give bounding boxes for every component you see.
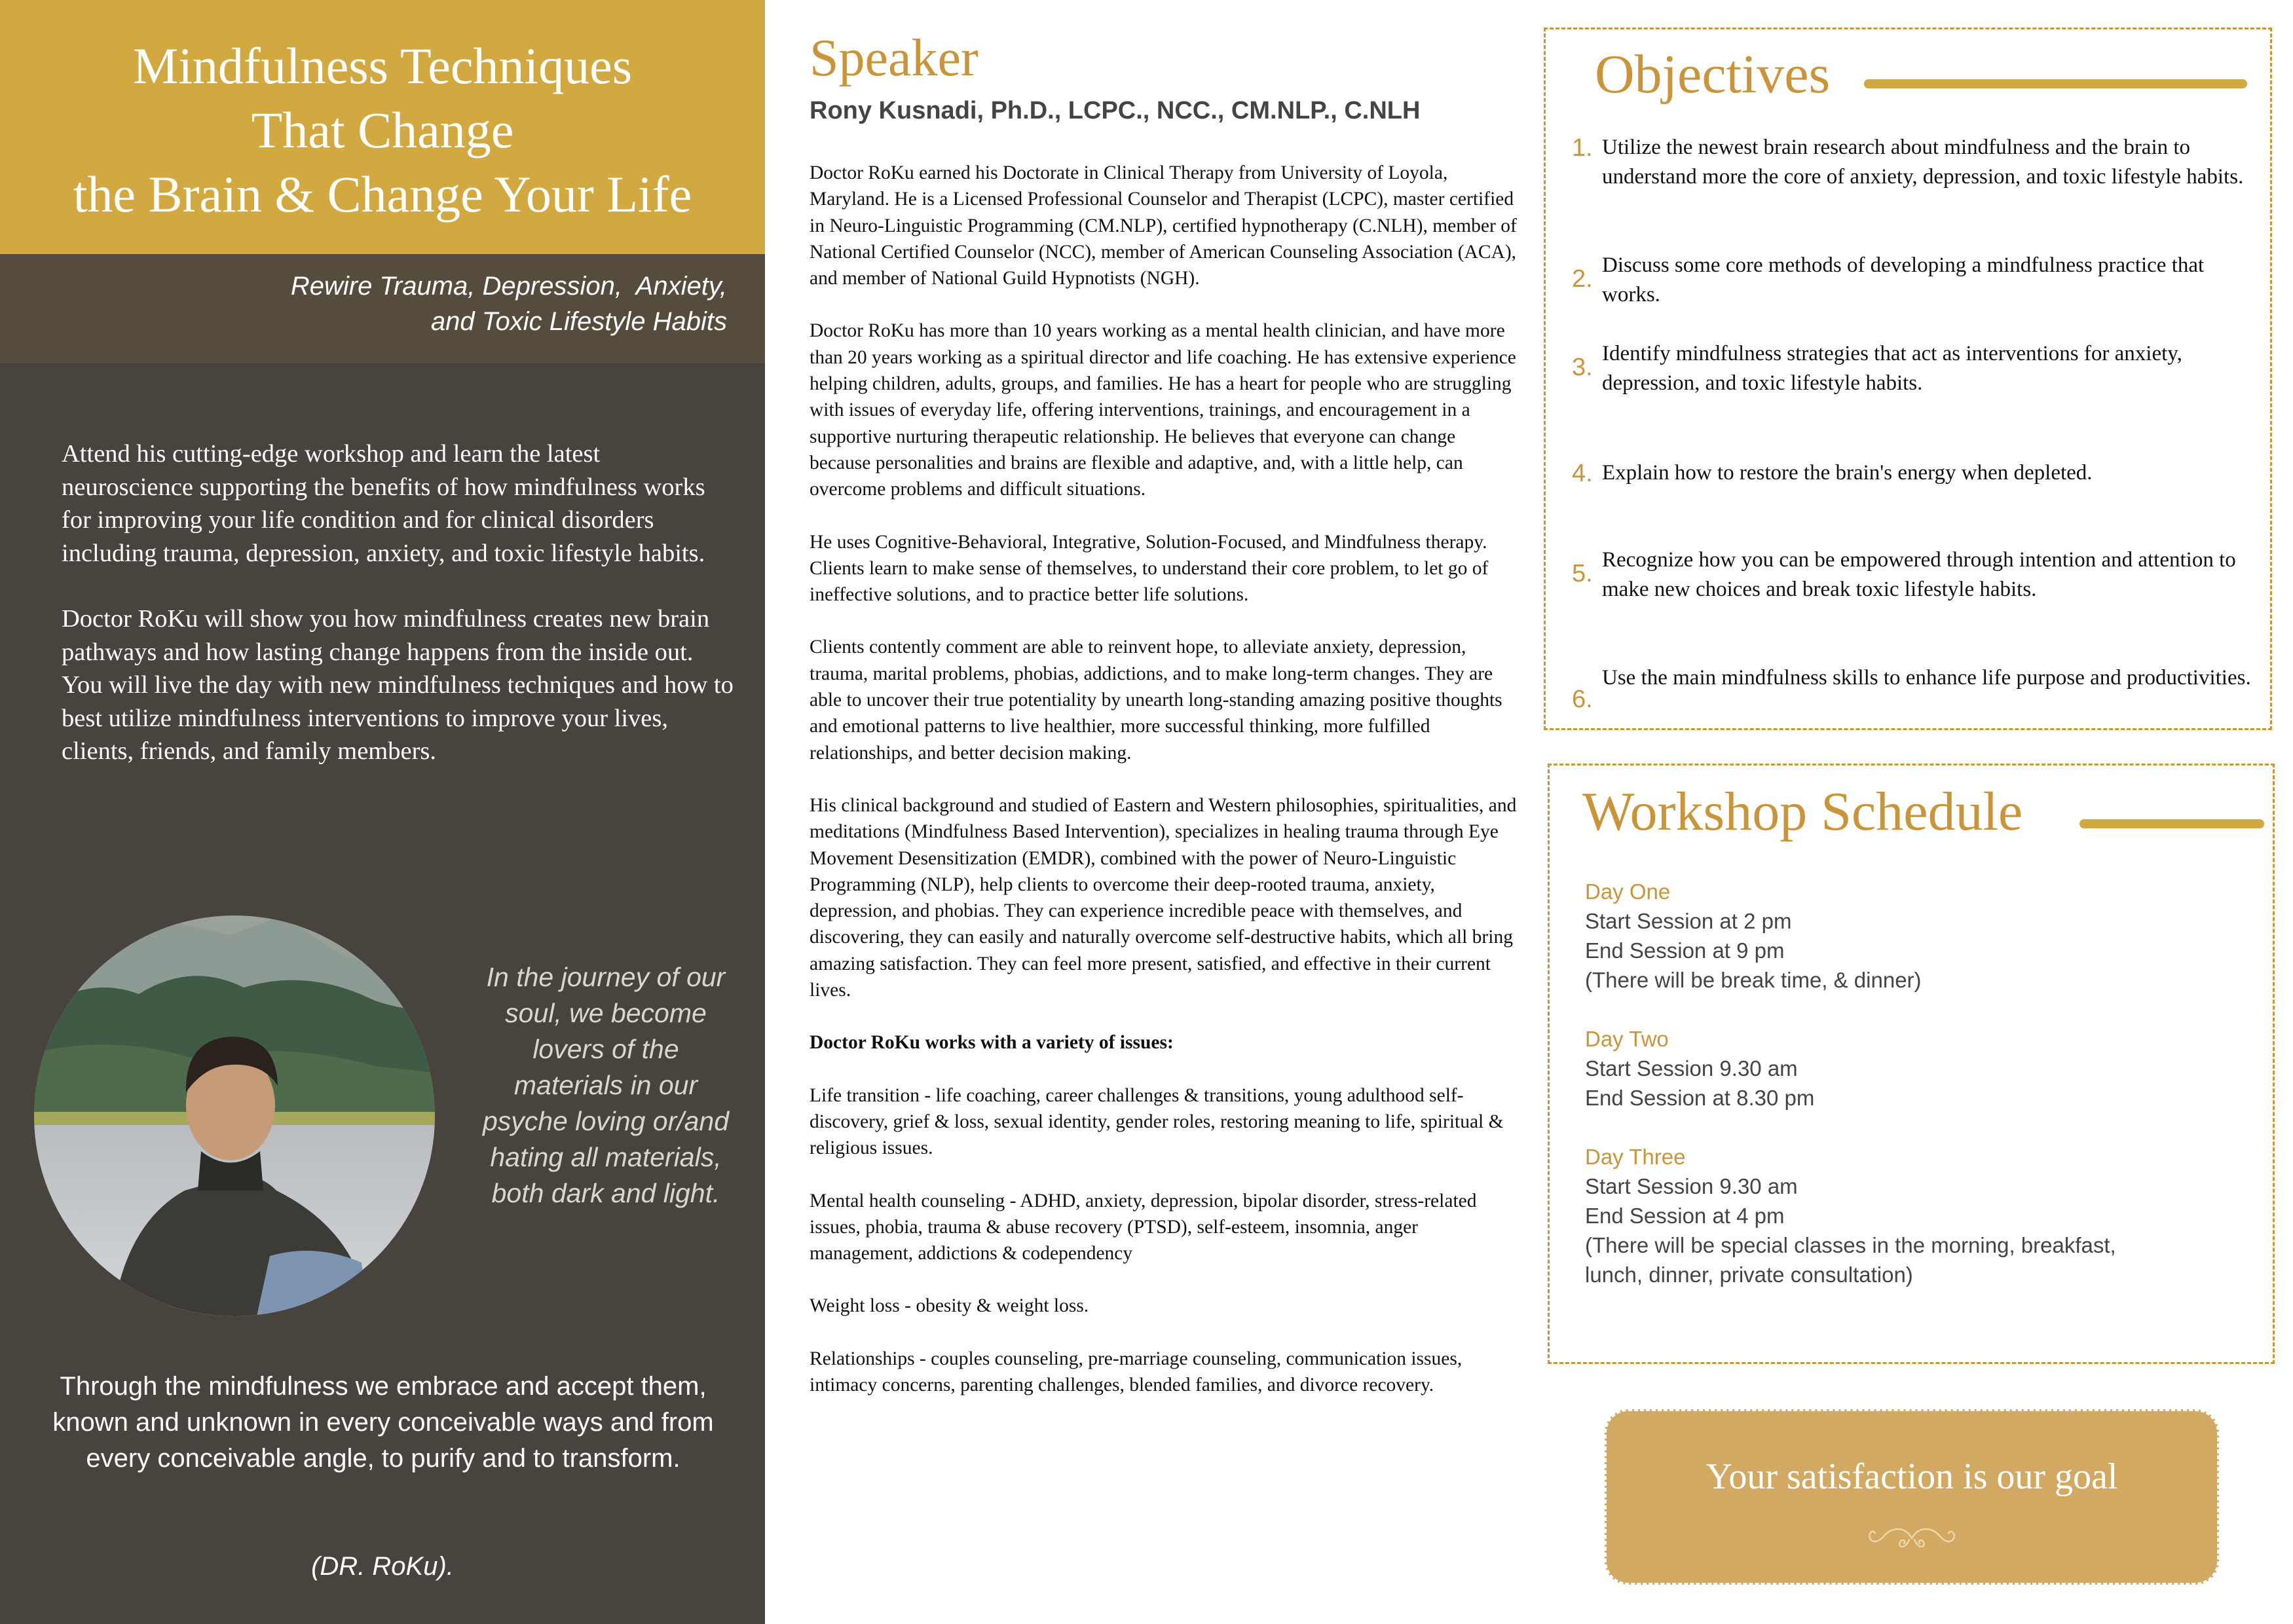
objective-text: Discuss some core methods of developing a mindfulness practice that works. — [1602, 253, 2205, 306]
session-line: Start Session at 2 pm — [1585, 909, 1792, 933]
schedule-day — [1585, 1142, 2174, 1289]
speaker-photo — [34, 915, 435, 1316]
objective-number: 4. — [1572, 460, 1593, 487]
day-label: Day Two — [1585, 1027, 1669, 1051]
bio-paragraph: Doctor RoKu has more than 10 years working as a mental health clinician, and have more than 20 years working as a spiritual director and life coaching. He has extensive experience helping children, adults, groups, and families. He has a heart for people who are struggling with issues of everyday life, offering interventions, trainings, and encouragement in a supportive nurturing therapeutic relationship. He believes that everyone can change because personalities and brains are flexible and adaptive, and, with a little help, can overcome problems and difficult situations. — [810, 320, 1516, 500]
objective-text: Recognize how you can be empowered through intention and attention to make new choices and break toxic lifestyle habits. — [1602, 548, 2236, 601]
bio-paragraph: Doctor RoKu earned his Doctorate in Clinical Therapy from University of Loyola, Maryland. He is a Licensed Professional Counselor and Therapist (LCPC), master certified in Neuro-Linguistic Programming (CM.NLP), certified hypnotherapy (C.NLH), member of National Certified Counselor (NCC), member of American Counseling Association (ACA), and member of National Guild Hypnotists (NGH). — [810, 162, 1517, 289]
quote-author: (DR. RoKu). — [311, 1552, 454, 1581]
objectives-box — [1544, 28, 2272, 730]
heading-rule — [1864, 79, 2247, 88]
objective-text: Explain how to restore the brain's energy when depleted. — [1602, 461, 2093, 485]
satisfaction-text: Your satisfaction is our goal — [1706, 1456, 2118, 1497]
bio-paragraph: He uses Cognitive-Behavioral, Integrative, Solution-Focused, and Mindfulness therapy. Clients learn to make sense of themselves, to understand their core problem, to let go of ineffective solutions, and to practice better life solutions. — [810, 531, 1489, 606]
satisfaction-banner — [1605, 1409, 2219, 1585]
session-line: Start Session 9.30 am — [1585, 1056, 1798, 1080]
issue-item: Relationships - couples counseling, pre-marriage counseling, communication issues, intimacy concerns, parenting challenges, blended families, and divorce recovery. — [810, 1348, 1463, 1395]
schedule-day — [1585, 1024, 2240, 1113]
session-line: Start Session 9.30 am — [1585, 1174, 1798, 1198]
heading-rule — [2079, 819, 2264, 828]
schedule-box — [1548, 764, 2275, 1364]
intro-text — [62, 437, 736, 801]
objective-text: Use the main mindfulness skills to enhance life purpose and productivities. — [1602, 666, 2251, 690]
objective-text: Utilize the newest brain research about mindfulness and the brain to understand more the core of anxiety, depression, and toxic lifestyle habits. — [1602, 136, 2244, 189]
speaker-section — [810, 0, 1517, 1624]
objective-number: 1. — [1572, 134, 1593, 162]
intro-paragraph: Attend his cutting-edge workshop and learn the latest neuroscience supporting the benefits of how mindfulness works for improving your life condition and for clinical disorders including trauma, depression, anxiety, and toxic lifestyle habits. — [62, 440, 705, 567]
issue-item: Weight loss - obesity & weight loss. — [810, 1295, 1089, 1317]
flourish-ornament-icon — [1866, 1524, 1958, 1553]
schedule-day — [1585, 877, 2240, 995]
day-label: Day Three — [1585, 1145, 1686, 1169]
subtitle-line: Rewire Trauma, Depression, Anxiety, — [290, 272, 727, 301]
speaker-name: Rony Kusnadi, Ph.D., LCPC., NCC., CM.NLP., C.NLH — [810, 97, 1421, 124]
subtitle-band — [0, 254, 765, 363]
objective-number: 5. — [1572, 560, 1593, 587]
title-line: That Change — [251, 101, 514, 158]
session-line: End Session at 9 pm — [1585, 938, 1785, 963]
title-line: Mindfulness Techniques — [132, 37, 633, 94]
bio-paragraph: His clinical background and studied of Eastern and Western philosophies, spiritualities, and meditations (Mindfulness Based Intervention), specializes in healing trauma through Eye Movement Desensitization (EMDR), combined with the power of Neuro-Linguistic Programming (NLP), help clients to overcome their deep-rooted trauma, anxiety, depression, and phobias. They can experience incredible peace with themselves, and discovering, they can easily and naturally overcome self-destructive habits, which all bring amazing satisfaction. They can feel more present, satisfied, and effective in their current lives. — [810, 794, 1517, 1001]
session-line: End Session at 8.30 pm — [1585, 1086, 1815, 1110]
session-note: (There will be special classes in the morning, breakfast, lunch, dinner, private consultation) — [1585, 1233, 2116, 1287]
objective-number: 6. — [1572, 686, 1593, 713]
objective-text: Identify mindfulness strategies that act as interventions for anxiety, depression, and toxic lifestyle habits. — [1602, 342, 2182, 395]
subtitle-line: and Toxic Lifestyle Habits — [430, 307, 727, 336]
speaker-bio — [810, 160, 1517, 1424]
bio-paragraph: Clients contently comment are able to reinvent hope, to alleviate anxiety, depression, trauma, marital problems, phobias, addictions, and to make long-term changes. They are able to uncover their true potentiality by unearth long-standing amazing positive thoughts and emotional patterns to live healthier, more successful thinking, more fulfilled relationships, and better decision making. — [810, 637, 1502, 764]
session-note: (There will be break time, & dinner) — [1585, 968, 1922, 992]
issue-item: Life transition - life coaching, career challenges & transitions, young adulthood self-discovery, grief & loss, sexual identity, gender roles, restoring meaning to life, spiritual & religious issues. — [810, 1084, 1504, 1159]
objective-number: 3. — [1572, 354, 1593, 381]
session-line: End Session at 4 pm — [1585, 1204, 1785, 1228]
schedule-heading: Workshop Schedule — [1582, 781, 2023, 842]
title-line: the Brain & Change Your Life — [73, 166, 692, 223]
speaker-heading: Speaker — [810, 29, 979, 87]
title-band — [0, 0, 765, 254]
intro-paragraph: Doctor RoKu will show you how mindfulness creates new brain pathways and how lasting change happens from the inside out. You will live the day with new mindfulness techniques and how to best utilize mindfulness interventions to improve your lives, clients, friends, and family members. — [62, 605, 734, 765]
main-quote: Through the mindfulness we embrace and accept them, known and unknown in every conceivable ways and from every conceivable angle, to purify and to transform. — [52, 1372, 714, 1473]
objectives-heading: Objectives — [1595, 44, 1831, 105]
speaker-photo-image — [34, 915, 435, 1316]
objective-number: 2. — [1572, 265, 1593, 293]
left-panel — [0, 0, 765, 1624]
workshop-subtitle — [291, 268, 727, 339]
issues-heading: Doctor RoKu works with a variety of issues: — [810, 1032, 1174, 1054]
day-label: Day One — [1585, 879, 1671, 904]
issue-item: Mental health counseling - ADHD, anxiety, depression, bipolar disorder, stress-related issues, phobia, trauma & abuse recovery (PTSD), self-esteem, insomnia, anger management, addictions & codependency — [810, 1190, 1477, 1264]
schedule-list — [1585, 877, 2240, 1319]
workshop-title — [0, 34, 765, 227]
side-quote: In the journey of our soul, we become lovers of the materials in our psyche loving or/and hating all materials, both dark and light. — [482, 962, 730, 1208]
